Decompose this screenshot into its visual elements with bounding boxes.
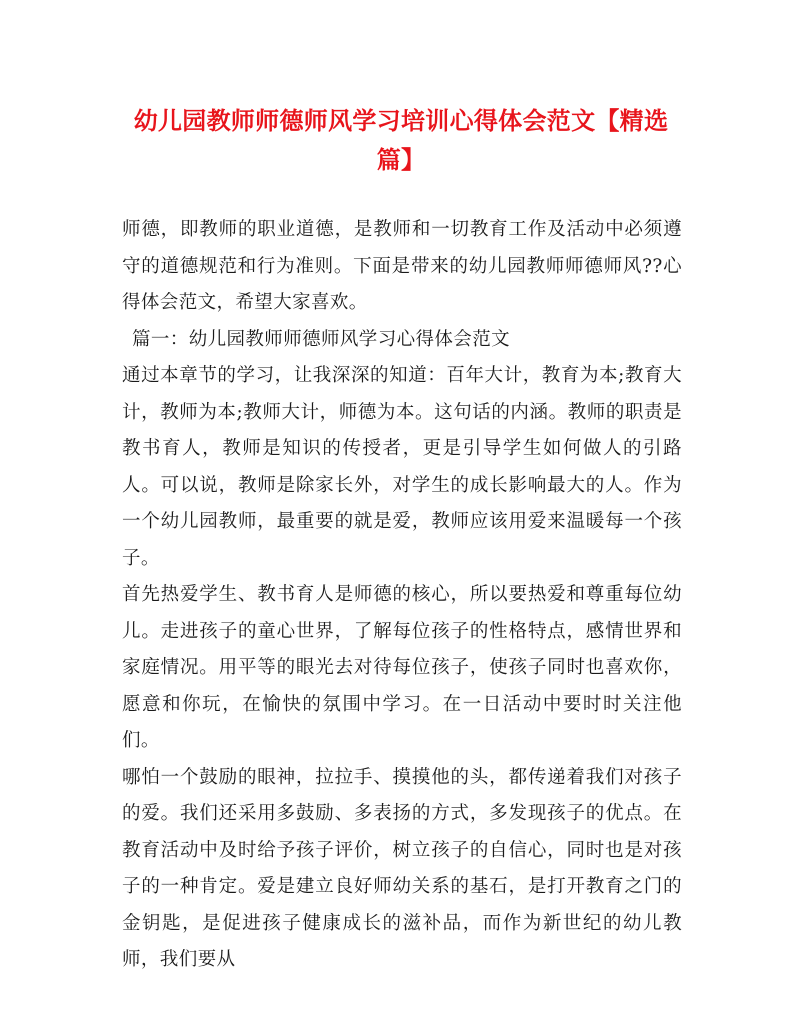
intro-paragraph: 师德，即教师的职业道德，是教师和一切教育工作及活动中必须遵守的道德规范和行为准则。下面是带来的幼儿园教师师德师风??心得体会范文，希望大家喜欢。 [122,219,682,313]
document-body [122,212,682,979]
body-paragraph: 首先热爱学生、教书育人是师德的核心，所以要热爱和尊重每位幼儿。走进孩子的童心世界，了解每位孩子的性格特点，感情世界和家庭情况。用平等的眼光去对待每位孩子，使孩子同时也喜欢你，愿意和你玩，在愉快的氛围中学习。在一日活动中要时时关注他们。 [122,584,682,751]
body-paragraph: 通过本章节的学习，让我深深的知道：百年大计，教育为本;教育大计，教师为本;教师大计，师德为本。这句话的内涵。教师的职责是教书育人，教师是知识的传授者，更是引导学生如何做人的引路人。可以说，教师是除家长外，对学生的成长影响最大的人。作为一个幼儿园教师，最重要的就是爱，教师应该用爱来温暖每一个孩子。 [122,365,682,569]
section-heading: 篇一：幼儿园教师师德师风学习心得体会范文 [132,328,511,350]
body-paragraph: 哪怕一个鼓励的眼神，拉拉手、摸摸他的头，都传递着我们对孩子的爱。我们还采用多鼓励、多表扬的方式，多发现孩子的优点。在教育活动中及时给予孩子评价，树立孩子的自信心，同时也是对孩子的一种肯定。爱是建立良好师幼关系的基石，是打开教育之门的金钥匙，是促进孩子健康成长的滋补品，而作为新世纪的幼儿教师，我们要从 [122,766,682,970]
document-title: 幼儿园教师师德师风学习培训心得体会范文【精选篇】 [133,106,669,174]
